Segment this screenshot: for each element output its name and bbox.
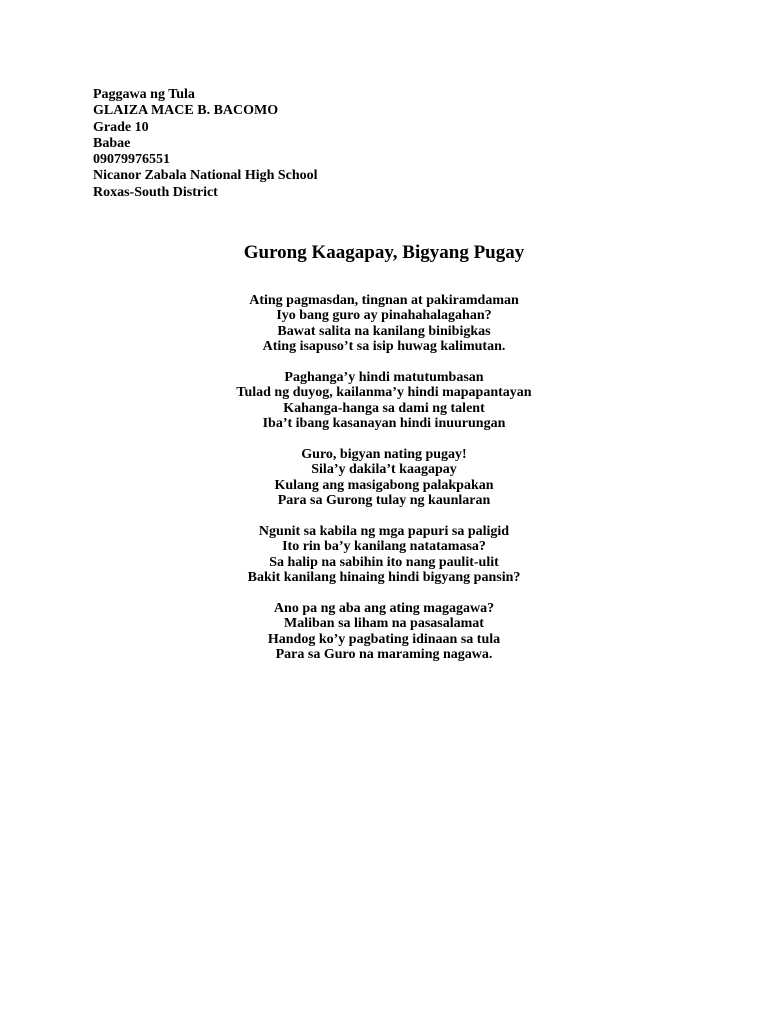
poem-line: Handog ko’y pagbating idinaan sa tula bbox=[267, 631, 501, 647]
stanza-1 bbox=[0, 293, 768, 355]
poem-line: Ito rin ba’y kanilang natatamasa? bbox=[282, 539, 486, 555]
phone-number: 09079976551 bbox=[93, 152, 170, 168]
poem-line: Kahanga-hanga sa dami ng talent bbox=[283, 400, 485, 416]
author-info-block bbox=[93, 87, 318, 201]
school-name: Nicanor Zabala National High School bbox=[93, 168, 318, 184]
poem-line: Paghanga’y hindi matutumbasan bbox=[284, 370, 484, 386]
poem-line: Ating pagmasdan, tingnan at pakiramdaman bbox=[249, 293, 519, 308]
poem-body bbox=[0, 293, 768, 678]
poem-line: Iba’t ibang kasanayan hindi inuurungan bbox=[262, 416, 506, 432]
poem-title: Gurong Kaagapay, Bigyang Pugay bbox=[243, 242, 525, 263]
poem-line: Maliban sa liham na pasasalamat bbox=[284, 616, 484, 632]
poem-line: Tulad ng duyog, kailanma’y hindi mapapantayan bbox=[236, 385, 532, 401]
poem-line: Ating isapuso’t sa isip huwag kalimutan. bbox=[262, 339, 506, 355]
grade-level: Grade 10 bbox=[93, 119, 149, 135]
poem-line: Para sa Gurong tulay ng kaunlaran bbox=[277, 493, 491, 509]
document-type-label: Paggawa ng Tula bbox=[93, 87, 195, 102]
poem-line: Iyo bang guro ay pinahahalagahan? bbox=[276, 308, 492, 324]
stanza-3 bbox=[0, 447, 768, 509]
poem-line: Sa halip na sabihin ito nang paulit-ulit bbox=[269, 554, 499, 570]
stanza-5 bbox=[0, 601, 768, 663]
poem-line: Bakit kanilang hinaing hindi bigyang pansin? bbox=[247, 570, 521, 586]
poem-line: Guro, bigyan nating pugay! bbox=[301, 447, 467, 463]
stanza-4 bbox=[0, 524, 768, 586]
author-name: GLAIZA MACE B. BACOMO bbox=[93, 103, 279, 119]
author-gender: Babae bbox=[93, 135, 131, 151]
poem-line: Ano pa ng aba ang ating magagawa? bbox=[273, 601, 495, 617]
poem-line: Kulang ang masigabong palakpakan bbox=[274, 477, 494, 493]
poem-line: Bawat salita na kanilang binibigkas bbox=[277, 323, 491, 339]
district-name: Roxas-South District bbox=[93, 184, 218, 200]
poem-line: Ngunit sa kabila ng mga papuri sa paligid bbox=[258, 524, 510, 540]
poem-line: Para sa Guro na maraming nagawa. bbox=[275, 647, 493, 663]
poem-line: Sila’y dakila’t kaagapay bbox=[311, 462, 457, 478]
stanza-2 bbox=[0, 370, 768, 432]
